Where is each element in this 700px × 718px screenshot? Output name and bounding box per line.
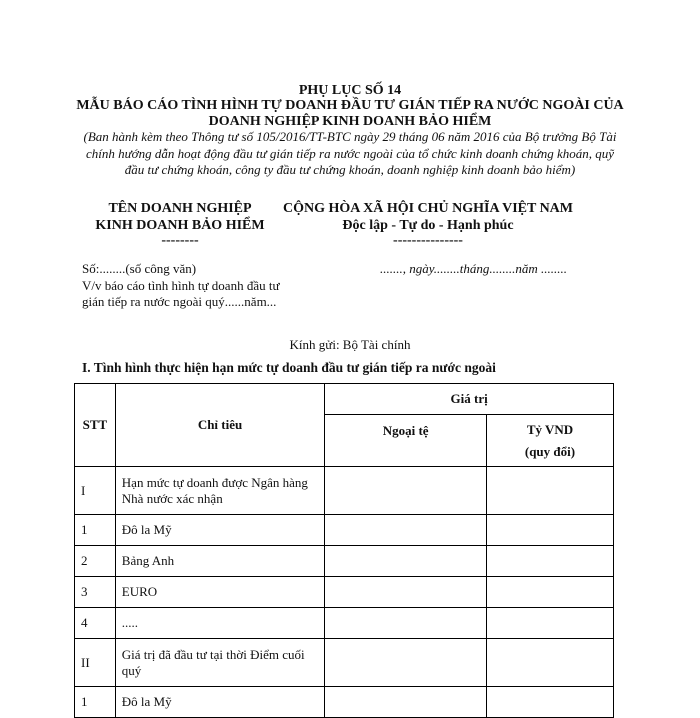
- table-row: [75, 515, 614, 546]
- company-divider: --------: [161, 233, 199, 248]
- row-foreign-value[interactable]: [325, 546, 487, 577]
- table-header-row: [75, 384, 614, 415]
- row-stt: 1: [75, 515, 116, 546]
- motto-divider: ---------------: [393, 233, 463, 248]
- row-indicator: .....: [115, 608, 324, 639]
- issuance-note: (Ban hành kèm theo Thông tư số 105/2016/TT-BTC ngày 29 tháng 06 năm 2016 của Bộ trưởng Bộ Tài chính hướng dẫn hoạt động đầu tư gián tiếp ra nước ngoài của tổ chức kinh doanh chứng khoán, quỹ đầu tư chứng khoán, công ty đầu tư chứng khoán, doanh nghiệp kinh doanh bảo hiểm): [83, 129, 617, 177]
- vnd-header: [486, 415, 613, 467]
- row-stt: II: [75, 639, 116, 687]
- row-vnd-value[interactable]: [486, 546, 613, 577]
- table-row: [75, 467, 614, 515]
- company-name-line2: KINH DOANH BẢO HIỂM: [95, 218, 265, 233]
- row-stt: I: [75, 467, 116, 515]
- row-foreign-value[interactable]: [325, 608, 487, 639]
- national-motto-block: [268, 200, 588, 248]
- report-table: [74, 383, 614, 718]
- company-name-line1: TÊN DOANH NGHIỆP: [108, 201, 252, 216]
- row-vnd-value[interactable]: [486, 608, 613, 639]
- table-row: [75, 639, 614, 687]
- row-stt: 1: [75, 687, 116, 718]
- table-row: [75, 608, 614, 639]
- row-indicator: Hạn mức tự doanh được Ngân hàng Nhà nước xác nhận: [115, 467, 324, 515]
- row-foreign-value[interactable]: [325, 639, 487, 687]
- row-vnd-value[interactable]: [486, 515, 613, 546]
- motto: Độc lập - Tự do - Hạnh phúc: [342, 218, 514, 233]
- addressee: Kính gửi: Bộ Tài chính: [289, 337, 411, 352]
- indicator-header: Chỉ tiêu: [115, 384, 324, 467]
- row-stt: 3: [75, 577, 116, 608]
- table-row: [75, 687, 614, 718]
- row-foreign-value[interactable]: [325, 577, 487, 608]
- vnd-header-line2: (quy đổi): [524, 443, 576, 459]
- row-indicator: Bảng Anh: [115, 546, 324, 577]
- row-foreign-value[interactable]: [325, 515, 487, 546]
- table-row: [75, 546, 614, 577]
- reference-block: [82, 261, 282, 311]
- appendix-title: PHỤ LỤC SỐ 14: [298, 83, 402, 98]
- row-foreign-value[interactable]: [325, 467, 487, 515]
- row-indicator: Giá trị đã đầu tư tại thời Điểm cuối quý: [115, 639, 324, 687]
- value-header: Giá trị: [325, 384, 614, 415]
- row-stt: 4: [75, 608, 116, 639]
- document-number: Số:........(số công văn): [82, 261, 197, 276]
- subject-line: V/v báo cáo tình hình tự doanh đầu tư gián tiếp ra nước ngoài quý......năm...: [82, 277, 280, 309]
- row-foreign-value[interactable]: [325, 687, 487, 718]
- company-block: [70, 200, 290, 248]
- country-name: CỘNG HÒA XÃ HỘI CHỦ NGHĨA VIỆT NAM: [282, 201, 573, 216]
- row-stt: 2: [75, 546, 116, 577]
- date-line: ......., ngày........tháng........năm ........: [380, 261, 568, 276]
- stt-header: STT: [75, 384, 116, 467]
- row-indicator: Đô la Mỹ: [115, 687, 324, 718]
- report-title: MẪU BÁO CÁO TÌNH HÌNH TỰ DOANH ĐẦU TƯ GIÁN TIẾP RA NƯỚC NGOÀI CỦA DOANH NGHIỆP KINH DOANH BẢO HIỂM: [76, 98, 624, 129]
- row-indicator: EURO: [115, 577, 324, 608]
- foreign-currency-header: Ngoại tệ: [325, 415, 487, 467]
- row-vnd-value[interactable]: [486, 639, 613, 687]
- vnd-header-line1: Tỷ VND: [526, 421, 574, 437]
- row-vnd-value[interactable]: [486, 467, 613, 515]
- section-title: I. Tình hình thực hiện hạn mức tự doanh đầu tư gián tiếp ra nước ngoài: [82, 360, 496, 375]
- row-vnd-value[interactable]: [486, 577, 613, 608]
- table-row: [75, 577, 614, 608]
- row-indicator: Đô la Mỹ: [115, 515, 324, 546]
- row-vnd-value[interactable]: [486, 687, 613, 718]
